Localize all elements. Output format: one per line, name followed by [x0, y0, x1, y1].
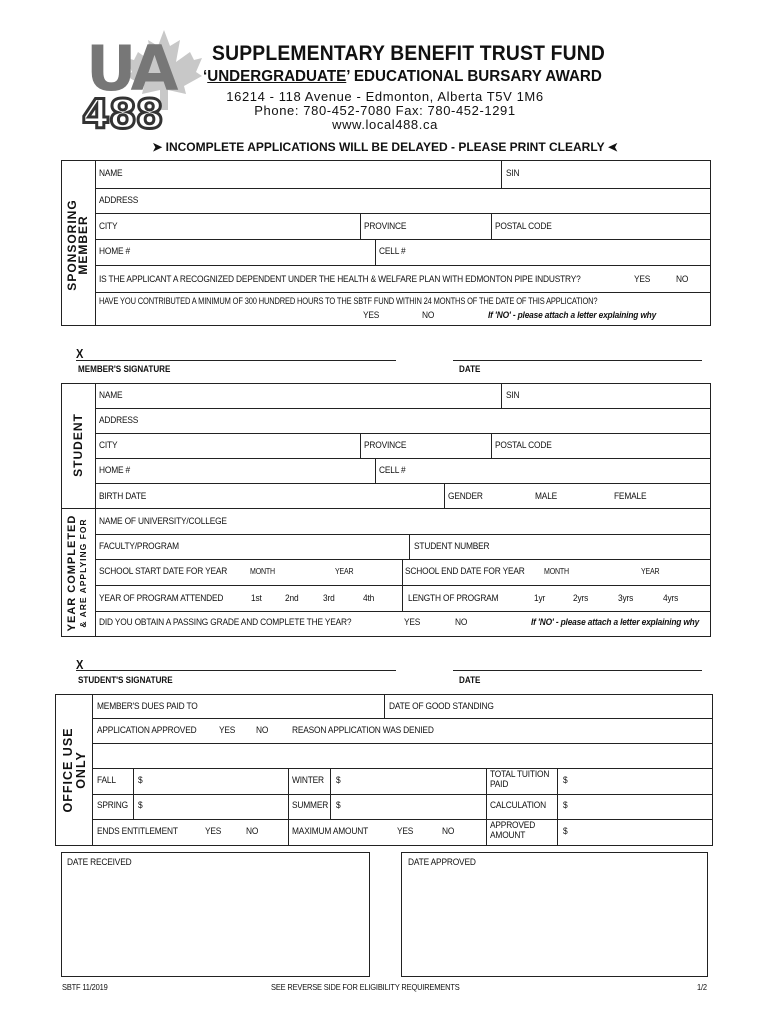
calculation-label: CALCULATION — [490, 800, 546, 811]
max-yes-option[interactable]: YES — [397, 826, 414, 837]
sponsor-side-label: SPONSORING MEMBER — [65, 199, 90, 291]
date-approved-box[interactable] — [401, 852, 708, 977]
passing-no-option[interactable]: NO — [455, 617, 468, 628]
ends-no-option[interactable]: NO — [246, 826, 259, 837]
form-code: SBTF 11/2019 — [62, 982, 108, 992]
sponsor-q2-yes[interactable]: YES — [363, 310, 380, 321]
form-title: SUPPLEMENTARY BENEFIT TRUST FUND — [212, 42, 606, 65]
student-sig-x: X — [76, 657, 84, 672]
date-received-label: DATE RECEIVED — [67, 857, 132, 868]
student-home-label: HOME # — [99, 465, 131, 476]
year-side-label: YEAR COMPLETED & ARE APPLYING FOR — [66, 514, 88, 632]
student-address-label: ADDRESS — [99, 415, 139, 426]
date-approved-label: DATE APPROVED — [408, 857, 476, 868]
approved-amount-label: APPROVED AMOUNT — [490, 820, 536, 841]
length-label: LENGTH OF PROGRAM — [408, 593, 499, 604]
form-subtitle — [203, 68, 602, 86]
winter-dollar: $ — [336, 775, 341, 786]
logo-number: 488 — [82, 92, 163, 138]
year-4th-option[interactable]: 4th — [363, 593, 375, 604]
sponsor-province-label: PROVINCE — [364, 221, 407, 232]
approved-no-option[interactable]: NO — [256, 725, 269, 736]
warning-text: INCOMPLETE APPLICATIONS WILL BE DELAYED - PLEASE PRINT CLEARLY — [165, 140, 605, 154]
university-label: NAME OF UNIVERSITY/COLLEGE — [99, 516, 227, 527]
student-date-label: DATE — [459, 675, 481, 686]
application-approved-label: APPLICATION APPROVED — [97, 725, 197, 736]
page-number: 1/2 — [697, 982, 707, 992]
denied-reason-label: REASON APPLICATION WAS DENIED — [292, 725, 434, 736]
end-month-label: MONTH — [544, 567, 569, 576]
winter-label: WINTER — [292, 775, 324, 786]
sponsor-q1-no[interactable]: NO — [676, 274, 689, 285]
arrow-left-icon: ➤ — [607, 140, 618, 154]
address-line: 16214 - 118 Avenue - Edmonton, Alberta T5V 1M6 — [226, 89, 544, 104]
good-standing-label: DATE OF GOOD STANDING — [389, 701, 494, 712]
sponsor-sin-label: SIN — [506, 168, 520, 179]
sponsor-city-label: CITY — [99, 221, 118, 232]
arrow-right-icon: ➤ — [152, 140, 163, 154]
length-4yrs-option[interactable]: 4yrs — [663, 593, 679, 604]
student-signature-line[interactable] — [76, 670, 396, 671]
passing-yes-option[interactable]: YES — [404, 617, 421, 628]
fall-label: FALL — [97, 775, 116, 786]
student-side-label: STUDENT — [71, 413, 85, 477]
spring-dollar: $ — [138, 800, 143, 811]
length-1yr-option[interactable]: 1yr — [534, 593, 546, 604]
maximum-amount-label: MAXIMUM AMOUNT — [292, 826, 369, 837]
member-signature-label: MEMBER'S SIGNATURE — [78, 364, 171, 375]
sponsor-q1-yes[interactable]: YES — [634, 274, 651, 285]
date-received-box[interactable] — [61, 852, 370, 977]
ends-entitlement-label: ENDS ENTITLEMENT — [97, 826, 178, 837]
office-side-label: OFFICE USE ONLY — [61, 727, 88, 813]
sponsor-q2-no[interactable]: NO — [422, 310, 435, 321]
tuition-dollar: $ — [563, 775, 568, 786]
student-birth-label: BIRTH DATE — [99, 491, 147, 502]
subtitle-rest: ’ EDUCATIONAL BURSARY AWARD — [346, 68, 602, 85]
logo-ua: UA — [86, 32, 175, 105]
length-3yrs-option[interactable]: 3yrs — [618, 593, 634, 604]
total-tuition-label: TOTAL TUITION PAID — [490, 769, 550, 790]
start-year-label: YEAR — [335, 567, 354, 576]
year-attended-label: YEAR OF PROGRAM ATTENDED — [99, 593, 224, 604]
max-no-option[interactable]: NO — [442, 826, 455, 837]
student-gender-label: GENDER — [448, 491, 483, 502]
sponsor-q2-note: If 'NO' - please attach a letter explaining why — [488, 310, 657, 321]
sponsor-cell-label: CELL # — [379, 246, 406, 257]
ends-yes-option[interactable]: YES — [205, 826, 222, 837]
sponsor-home-label: HOME # — [99, 246, 131, 257]
reverse-side-note: SEE REVERSE SIDE FOR ELIGIBILITY REQUIREMENTS — [271, 982, 460, 992]
student-cell-label: CELL # — [379, 465, 406, 476]
start-date-label: SCHOOL START DATE FOR YEAR — [99, 566, 228, 577]
passing-grade-question: DID YOU OBTAIN A PASSING GRADE AND COMPLETE THE YEAR? — [99, 617, 352, 628]
end-year-label: YEAR — [641, 567, 660, 576]
member-sig-x: X — [76, 346, 84, 361]
member-signature-line[interactable] — [76, 360, 396, 361]
student-female-option[interactable]: FEMALE — [614, 491, 647, 502]
year-2nd-option[interactable]: 2nd — [285, 593, 299, 604]
sponsor-hours-question: HAVE YOU CONTRIBUTED A MINIMUM OF 300 HUNDRED HOURS TO THE SBTF FUND WITHIN 24 MONTHS OF THE DATE OF THIS APPLICATION? — [99, 296, 598, 307]
subtitle-underlined: UNDERGRADUATE — [207, 68, 347, 85]
spring-label: SPRING — [97, 800, 129, 811]
web-line: www.local488.ca — [332, 117, 438, 132]
length-2yrs-option[interactable]: 2yrs — [573, 593, 589, 604]
approved-amount-dollar: $ — [563, 826, 568, 837]
student-name-label: NAME — [99, 390, 123, 401]
sponsor-dependent-question: IS THE APPLICANT A RECOGNIZED DEPENDENT UNDER THE HEALTH & WELFARE PLAN WITH EDMONTON PIPE INDUSTRY? — [99, 274, 581, 285]
student-city-label: CITY — [99, 440, 118, 451]
summer-label: SUMMER — [292, 800, 329, 811]
student-male-option[interactable]: MALE — [535, 491, 558, 502]
calculation-dollar: $ — [563, 800, 568, 811]
end-date-label: SCHOOL END DATE FOR YEAR — [405, 566, 525, 577]
student-postal-label: POSTAL CODE — [495, 440, 552, 451]
approved-yes-option[interactable]: YES — [219, 725, 236, 736]
warning-banner — [0, 140, 770, 154]
year-3rd-option[interactable]: 3rd — [323, 593, 335, 604]
sponsor-address-label: ADDRESS — [99, 195, 139, 206]
faculty-label: FACULTY/PROGRAM — [99, 541, 179, 552]
year-1st-option[interactable]: 1st — [251, 593, 262, 604]
dues-paid-label: MEMBER'S DUES PAID TO — [97, 701, 198, 712]
member-date-line[interactable] — [453, 360, 702, 361]
student-sin-label: SIN — [506, 390, 520, 401]
fall-dollar: $ — [138, 775, 143, 786]
student-signature-label: STUDENT'S SIGNATURE — [78, 675, 173, 686]
sponsor-postal-label: POSTAL CODE — [495, 221, 552, 232]
summer-dollar: $ — [336, 800, 341, 811]
student-province-label: PROVINCE — [364, 440, 407, 451]
start-month-label: MONTH — [250, 567, 275, 576]
student-date-line[interactable] — [453, 670, 702, 671]
passing-note: If 'NO' - please attach a letter explaining why — [531, 617, 700, 628]
subtitle-prefix: ‘ — [203, 68, 208, 85]
sponsor-name-label: NAME — [99, 168, 123, 179]
phone-line: Phone: 780-452-7080 Fax: 780-452-1291 — [254, 103, 516, 118]
member-date-label: DATE — [459, 364, 481, 375]
student-number-label: STUDENT NUMBER — [414, 541, 490, 552]
